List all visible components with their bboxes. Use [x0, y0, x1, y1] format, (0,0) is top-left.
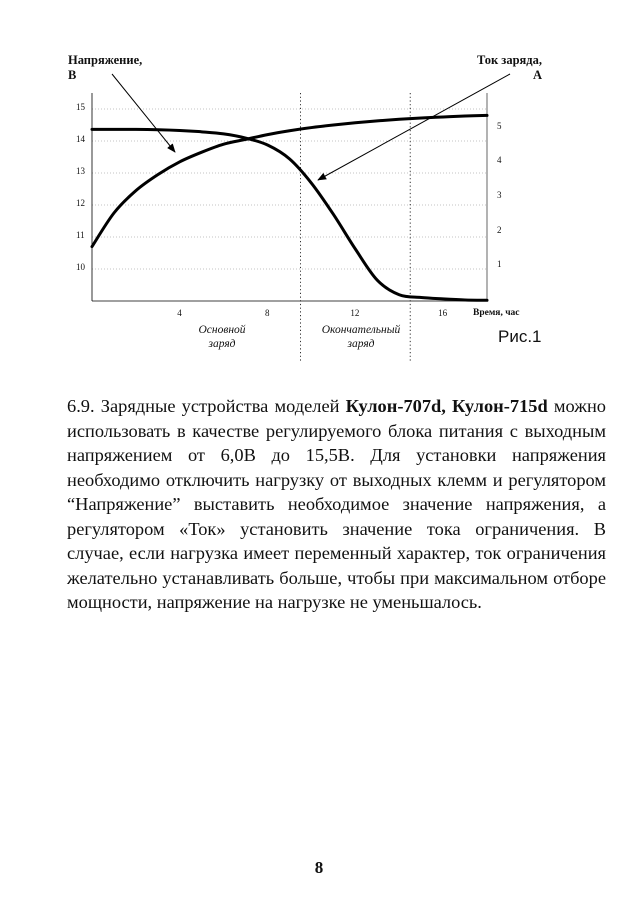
left-axis-title [68, 53, 142, 83]
body-paragraph [67, 394, 606, 615]
model-names: Кулон-707d, Кулон-715d [345, 396, 548, 416]
voltage-arrow [112, 74, 175, 152]
phase-main-line2: заряд [208, 338, 236, 350]
right-tick-label: 4 [497, 155, 502, 166]
phase-final-label [306, 323, 416, 351]
x-tick-label: 8 [265, 308, 270, 318]
right-axis-title [454, 53, 542, 83]
right-tick-label: 5 [497, 120, 502, 131]
body-text-2: можно использовать в качестве регулируемого блока питания с выходным напряжением от 6,0В до 15,5В. Для установки напряжения необходимо отключить нагрузку от выходных клемм и регулятором “Напряжение” выставить необходимое значение напряжения, а регулятором «Ток» установить значение тока ограничения. В случае, если нагрузка имеет переменный характер, ток ограничения желательно устанавливать больше, чтобы при максимальном отборе мощности, напряжение на нагрузке не уменьшалось. [67, 396, 606, 612]
phase-final-line2: заряд [347, 338, 375, 350]
phase-dividers [300, 93, 410, 362]
x-tick-label: 16 [438, 308, 448, 318]
figure-caption: Рис.1 [498, 327, 542, 346]
chart-axes [92, 93, 487, 301]
phase-final-line1: Окончательный [321, 324, 401, 336]
right-tick-label: 2 [497, 224, 502, 235]
right-axis-title-line1: Ток заряда, [476, 53, 542, 67]
right-axis-title-line2: А [532, 68, 542, 82]
x-tick-label: 4 [177, 308, 182, 318]
page-number: 8 [314, 858, 324, 877]
right-tick-label: 3 [497, 190, 502, 200]
voltage-curve [92, 115, 487, 246]
left-tick-label: 10 [76, 262, 85, 272]
right-tick-label: 1 [497, 259, 502, 270]
chart-grid [92, 109, 487, 269]
current-curve [92, 129, 487, 300]
left-axis-title-line2: В [68, 68, 77, 82]
x-tick-label: 12 [350, 308, 360, 318]
phase-main-label [167, 323, 277, 351]
left-tick-label: 12 [76, 198, 85, 208]
x-axis-title: Время, час [473, 308, 520, 318]
left-tick-label: 13 [76, 166, 85, 176]
current-arrow [318, 74, 510, 180]
left-tick-label: 15 [76, 102, 85, 112]
body-text-1: 6.9. Зарядные устройства моделей [67, 396, 346, 416]
series-layer [92, 115, 487, 300]
left-tick-label: 11 [76, 230, 85, 240]
phase-main-line1: Основной [198, 324, 246, 336]
left-tick-label: 14 [76, 134, 85, 144]
left-axis-title-line1: Напряжение, [68, 53, 143, 67]
